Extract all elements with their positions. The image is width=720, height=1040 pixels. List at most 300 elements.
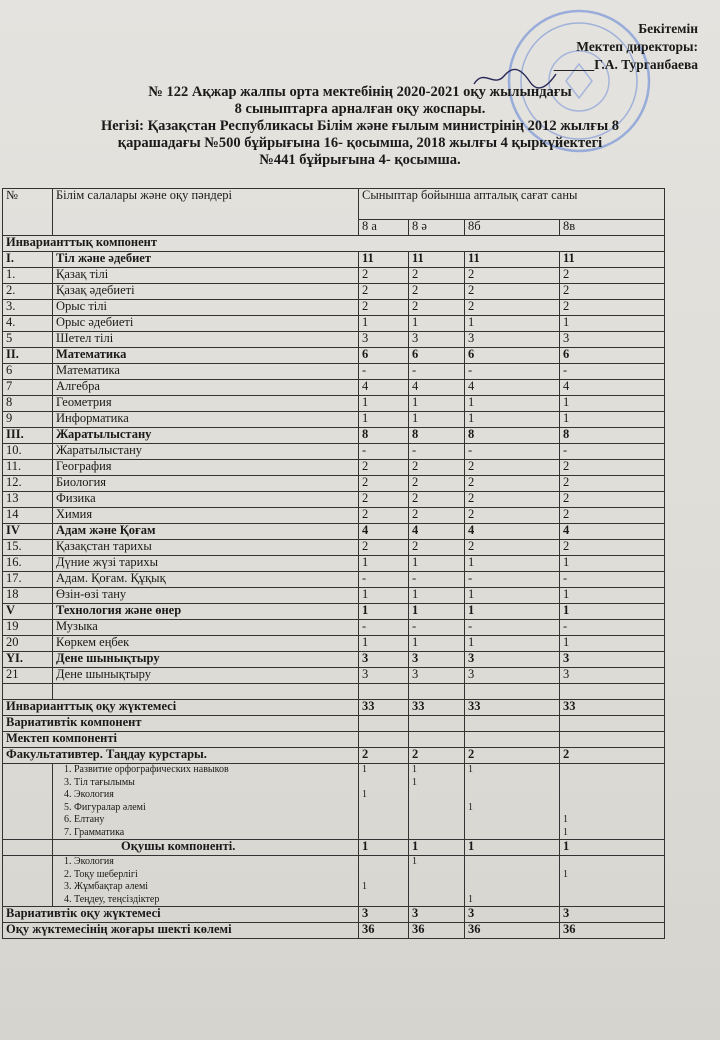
student-hours-8b xyxy=(465,856,560,907)
hours-value: 2 xyxy=(560,476,665,492)
hours-value: 1 xyxy=(409,316,465,332)
subject-name: Дүние жүзі тарихы xyxy=(53,556,359,572)
title-line-1: № 122 Ақжар жалпы орта мектебінің 2020-2021 оқу жылындағы xyxy=(148,84,572,100)
row-number: 21 xyxy=(3,668,53,684)
hours-value: 1 xyxy=(359,412,409,428)
hour-cell xyxy=(468,881,556,894)
hours-value: 2 xyxy=(359,508,409,524)
hours-value: 1 xyxy=(560,396,665,412)
hours-value: 6 xyxy=(560,348,665,364)
approval-director-name: ______Г.А. Турганбаева xyxy=(553,57,698,72)
subject-name: Музыка xyxy=(53,620,359,636)
hours-value: 2 xyxy=(465,476,560,492)
title-line-5: №441 бұйрығына 4- қосымша. xyxy=(259,152,461,168)
subject-name: Математика xyxy=(53,348,359,364)
hour-cell xyxy=(563,802,661,815)
hours-value: 1 xyxy=(560,316,665,332)
hour-cell xyxy=(468,814,556,827)
hours-value: 2 xyxy=(359,300,409,316)
variative-total-label: Вариативтік оқу жүктемесі xyxy=(3,907,359,923)
hours-value: - xyxy=(465,364,560,380)
subject-row xyxy=(3,572,665,588)
subject-row xyxy=(3,300,665,316)
hours-value: 3 xyxy=(359,332,409,348)
invariant-component-label: Инварианттық компонент xyxy=(3,236,665,252)
hours-value: 1 xyxy=(560,604,665,620)
class-8v: 8в xyxy=(560,220,665,236)
elective-course: 4. Экология xyxy=(64,789,114,800)
student-course: 3. Жұмбақтар әлемі xyxy=(64,881,149,892)
subject-name: Қазақ тілі xyxy=(53,268,359,284)
hours-value: 6 xyxy=(359,348,409,364)
class-8b: 8б xyxy=(465,220,560,236)
approval-title: Бекітемін xyxy=(638,21,698,36)
student-hours-8a xyxy=(359,856,409,907)
row-number: 16. xyxy=(3,556,53,572)
hour-cell xyxy=(362,856,405,869)
subject-name: Биология xyxy=(53,476,359,492)
student-course: 4. Теңдеу, теңсіздіктер xyxy=(64,893,160,905)
subject-name: География xyxy=(53,460,359,476)
hours-value: 2 xyxy=(465,300,560,316)
subject-name: Алгебра xyxy=(53,380,359,396)
subject-name: Өзін-өзі тану xyxy=(53,588,359,604)
subject-name: Жаратылыстану xyxy=(53,444,359,460)
row-number: 5 xyxy=(3,332,53,348)
student-course: 1. Экология xyxy=(64,856,114,867)
hours-value: - xyxy=(409,444,465,460)
hours-value: 2 xyxy=(465,508,560,524)
hour-cell xyxy=(563,764,661,777)
subject-row xyxy=(3,508,665,524)
hours-value: 1 xyxy=(409,604,465,620)
subject-name: Физика xyxy=(53,492,359,508)
electives-hours-8a xyxy=(359,764,409,840)
hour-cell xyxy=(468,777,556,790)
header-subjects: Білім салалары және оқу пәндері xyxy=(53,189,359,236)
student-value: 1 xyxy=(560,840,665,856)
title-line-4: қарашадағы №500 бұйрығына 16- қосымша, 2018 жылғы 4 қыркүйектегі xyxy=(117,135,603,151)
hours-value: 1 xyxy=(409,396,465,412)
row-number: 2. xyxy=(3,284,53,300)
hours-value: 2 xyxy=(560,508,665,524)
hours-value: 3 xyxy=(409,652,465,668)
electives-row xyxy=(3,748,665,764)
variative-component-label: Вариативтік компонент xyxy=(3,716,359,732)
row-number: 15. xyxy=(3,540,53,556)
subject-row xyxy=(3,268,665,284)
student-course-list xyxy=(53,856,359,907)
row-number: 20 xyxy=(3,636,53,652)
hours-value: 1 xyxy=(359,636,409,652)
row-number: 14 xyxy=(3,508,53,524)
subject-name: Шетел тілі xyxy=(53,332,359,348)
hour-cell: 1 xyxy=(563,826,568,838)
hours-value: 11 xyxy=(359,252,409,268)
hours-value: 1 xyxy=(359,588,409,604)
electives-value: 2 xyxy=(465,748,560,764)
hours-value: - xyxy=(465,572,560,588)
subject-name: Технология және өнер xyxy=(53,604,359,620)
subject-row xyxy=(3,284,665,300)
hours-value: 2 xyxy=(465,492,560,508)
subject-name: Адам және Қоғам xyxy=(53,524,359,540)
hours-value: - xyxy=(409,572,465,588)
hours-value: - xyxy=(359,444,409,460)
hours-value: 4 xyxy=(560,380,665,396)
hours-value: 2 xyxy=(560,268,665,284)
electives-course-list xyxy=(53,764,359,840)
hours-value: 1 xyxy=(560,636,665,652)
invariant-total-value: 33 xyxy=(465,700,560,716)
hours-value: 1 xyxy=(465,396,560,412)
hours-value: 2 xyxy=(409,268,465,284)
electives-value: 2 xyxy=(560,748,665,764)
max-load-value: 36 xyxy=(359,923,409,939)
hours-value: 2 xyxy=(359,540,409,556)
row-number: 11. xyxy=(3,460,53,476)
approval-position: Мектеп директоры: xyxy=(576,39,698,54)
hours-value: 2 xyxy=(359,476,409,492)
hour-cell xyxy=(563,881,661,894)
subject-row xyxy=(3,476,665,492)
hours-value: 2 xyxy=(560,540,665,556)
subject-row xyxy=(3,332,665,348)
approval-block xyxy=(554,20,698,74)
hours-value: 3 xyxy=(465,652,560,668)
hours-value: 3 xyxy=(560,652,665,668)
hours-value: 2 xyxy=(359,492,409,508)
subject-row xyxy=(3,380,665,396)
subject-row xyxy=(3,492,665,508)
subject-name: Дене шынықтыру xyxy=(53,652,359,668)
hour-cell xyxy=(412,802,461,815)
section-row xyxy=(3,524,665,540)
hours-value: - xyxy=(560,620,665,636)
hours-value: 3 xyxy=(409,332,465,348)
hours-value: 3 xyxy=(359,652,409,668)
student-hours-8ae xyxy=(409,856,465,907)
section-row xyxy=(3,604,665,620)
subject-name: Химия xyxy=(53,508,359,524)
hours-value: 2 xyxy=(560,300,665,316)
subject-name: Геометрия xyxy=(53,396,359,412)
subject-row xyxy=(3,636,665,652)
subject-row xyxy=(3,444,665,460)
hours-value: 1 xyxy=(409,556,465,572)
hour-cell xyxy=(412,814,461,827)
student-list-row xyxy=(3,856,665,907)
row-number: 12. xyxy=(3,476,53,492)
row-number: I. xyxy=(3,252,53,268)
hours-value: 1 xyxy=(465,556,560,572)
subject-name: Орыс тілі xyxy=(53,300,359,316)
hour-cell: 1 xyxy=(563,868,568,880)
hours-value: 3 xyxy=(359,668,409,684)
hours-value: 1 xyxy=(465,588,560,604)
hours-value: - xyxy=(465,620,560,636)
section-row xyxy=(3,252,665,268)
invariant-total-value: 33 xyxy=(409,700,465,716)
hours-value: 8 xyxy=(560,428,665,444)
hours-value: 1 xyxy=(465,412,560,428)
row-number: 19 xyxy=(3,620,53,636)
hour-cell xyxy=(563,856,661,869)
elective-course: 5. Фигуралар әлемі xyxy=(64,801,146,813)
hour-cell xyxy=(362,777,405,790)
hours-value: 3 xyxy=(409,668,465,684)
subject-name: Орыс әдебиеті xyxy=(53,316,359,332)
hours-value: 1 xyxy=(359,396,409,412)
section-row xyxy=(3,652,665,668)
subject-name: Информатика xyxy=(53,412,359,428)
hours-value: - xyxy=(409,620,465,636)
subject-row xyxy=(3,620,665,636)
electives-value: 2 xyxy=(409,748,465,764)
invariant-total-row xyxy=(3,700,665,716)
hour-cell xyxy=(468,827,556,840)
electives-hours-8v xyxy=(560,764,665,840)
max-load-row xyxy=(3,923,665,939)
header-row xyxy=(3,189,665,220)
subject-row xyxy=(3,316,665,332)
row-number: 18 xyxy=(3,588,53,604)
row-number: 17. xyxy=(3,572,53,588)
hours-value: 2 xyxy=(409,508,465,524)
school-component-row xyxy=(3,732,665,748)
hours-value: 2 xyxy=(409,300,465,316)
hour-cell: 1 xyxy=(563,814,568,825)
elective-course: 6. Елтану xyxy=(64,814,105,825)
row-number: IV xyxy=(3,524,53,540)
hours-value: 2 xyxy=(560,284,665,300)
student-value: 1 xyxy=(409,840,465,856)
hours-value: 1 xyxy=(560,556,665,572)
hours-value: 1 xyxy=(560,588,665,604)
subject-name: Қазақ әдебиеті xyxy=(53,284,359,300)
hour-cell: 1 xyxy=(362,764,367,775)
hours-value: - xyxy=(359,620,409,636)
student-component-row xyxy=(3,840,665,856)
hour-cell xyxy=(412,827,461,840)
title-line-3: Негізі: Қазақстан Республикасы Білім және ғылым министрінің 2012 жылғы 8 xyxy=(100,118,620,134)
hours-value: 2 xyxy=(359,460,409,476)
subject-row xyxy=(3,540,665,556)
hour-cell xyxy=(362,894,405,907)
header-weekly-hours: Сыныптар бойынша апталық сағат саны xyxy=(359,189,665,220)
invariant-total-label: Инварианттық оқу жүктемесі xyxy=(3,700,359,716)
max-load-value: 36 xyxy=(560,923,665,939)
student-value: 1 xyxy=(359,840,409,856)
hours-value: 6 xyxy=(409,348,465,364)
row-number: 3. xyxy=(3,300,53,316)
hour-cell xyxy=(563,894,661,907)
student-hours-8v xyxy=(560,856,665,907)
document-title xyxy=(40,84,680,169)
hours-value: 8 xyxy=(359,428,409,444)
hours-value: 2 xyxy=(465,268,560,284)
hour-cell xyxy=(468,789,556,802)
row-number: 7 xyxy=(3,380,53,396)
subject-name: Тіл және әдебиет xyxy=(53,252,359,268)
subject-row xyxy=(3,364,665,380)
hour-cell: 1 xyxy=(468,893,473,905)
hours-value: - xyxy=(359,572,409,588)
row-number: III. xyxy=(3,428,53,444)
variative-total-value: 3 xyxy=(409,907,465,923)
school-component-label: Мектеп компоненті xyxy=(3,732,359,748)
hours-value: - xyxy=(560,444,665,460)
hours-value: 2 xyxy=(409,540,465,556)
hours-value: 1 xyxy=(560,412,665,428)
row-number: 13 xyxy=(3,492,53,508)
hour-cell xyxy=(468,869,556,882)
hour-cell xyxy=(362,869,405,882)
subject-row xyxy=(3,460,665,476)
hours-value: 2 xyxy=(560,460,665,476)
hour-cell xyxy=(412,894,461,907)
hour-cell xyxy=(412,869,461,882)
subject-row xyxy=(3,396,665,412)
hours-value: 3 xyxy=(465,332,560,348)
electives-hours-8b xyxy=(465,764,560,840)
hours-value: 2 xyxy=(409,460,465,476)
hour-cell xyxy=(412,789,461,802)
max-load-label: Оқу жүктемесінің жоғары шекті көлемі xyxy=(3,923,359,939)
hours-value: 1 xyxy=(359,556,409,572)
hours-value: 1 xyxy=(465,604,560,620)
subject-row xyxy=(3,412,665,428)
hours-value: 1 xyxy=(465,316,560,332)
section-row xyxy=(3,348,665,364)
hours-value: - xyxy=(359,364,409,380)
hours-value: 11 xyxy=(409,252,465,268)
section-row xyxy=(3,428,665,444)
hours-value: 2 xyxy=(409,492,465,508)
electives-hours-8ae xyxy=(409,764,465,840)
hour-cell xyxy=(563,789,661,802)
hours-value: - xyxy=(465,444,560,460)
hours-value: 2 xyxy=(560,492,665,508)
hours-value: - xyxy=(560,572,665,588)
invariant-total-value: 33 xyxy=(359,700,409,716)
hours-value: 2 xyxy=(359,268,409,284)
electives-value: 2 xyxy=(359,748,409,764)
hours-value: 2 xyxy=(465,540,560,556)
hours-value: 3 xyxy=(465,668,560,684)
subject-name: Көркем еңбек xyxy=(53,636,359,652)
spacer-row xyxy=(3,684,665,700)
variative-total-value: 3 xyxy=(465,907,560,923)
hour-cell xyxy=(362,802,405,815)
row-number: 8 xyxy=(3,396,53,412)
hours-value: 4 xyxy=(409,524,465,540)
header-number: № xyxy=(3,189,53,236)
hours-value: 1 xyxy=(465,636,560,652)
hours-value: 3 xyxy=(560,668,665,684)
elective-course: 1. Развитие орфографических навыков xyxy=(64,764,229,775)
hours-value: 1 xyxy=(359,316,409,332)
hours-value: 8 xyxy=(465,428,560,444)
invariant-total-value: 33 xyxy=(560,700,665,716)
subject-row xyxy=(3,668,665,684)
hours-value: 2 xyxy=(409,284,465,300)
variative-section-row xyxy=(3,716,665,732)
hour-cell: 1 xyxy=(362,789,367,800)
hours-value: 3 xyxy=(560,332,665,348)
hour-cell: 1 xyxy=(412,764,417,775)
row-number: II. xyxy=(3,348,53,364)
class-8ae: 8 ә xyxy=(409,220,465,236)
hours-value: - xyxy=(560,364,665,380)
hours-value: 1 xyxy=(359,604,409,620)
student-course: 2. Тоқу шеберлігі xyxy=(64,868,138,880)
hours-value: 11 xyxy=(560,252,665,268)
subject-row xyxy=(3,556,665,572)
row-number: 9 xyxy=(3,412,53,428)
subject-name: Математика xyxy=(53,364,359,380)
row-number: 6 xyxy=(3,364,53,380)
invariant-section-row xyxy=(3,236,665,252)
row-number: V xyxy=(3,604,53,620)
hours-value: 8 xyxy=(409,428,465,444)
title-line-2: 8 сыныптарға арналған оқу жоспары. xyxy=(234,101,486,117)
hours-value: 4 xyxy=(560,524,665,540)
row-number: YI. xyxy=(3,652,53,668)
student-component-label: Оқушы компоненті. xyxy=(53,840,359,856)
hour-cell xyxy=(468,856,556,869)
subject-name: Жаратылыстану xyxy=(53,428,359,444)
hour-cell: 1 xyxy=(362,881,367,892)
hours-value: 6 xyxy=(465,348,560,364)
row-number: 1. xyxy=(3,268,53,284)
electives-label: Факультативтер. Таңдау курстары. xyxy=(3,748,359,764)
hours-value: - xyxy=(409,364,465,380)
hours-value: 4 xyxy=(359,380,409,396)
electives-list-row xyxy=(3,764,665,840)
hours-value: 4 xyxy=(409,380,465,396)
student-value: 1 xyxy=(465,840,560,856)
hours-value: 1 xyxy=(409,588,465,604)
variative-total-value: 3 xyxy=(560,907,665,923)
subject-row xyxy=(3,588,665,604)
hours-value: 2 xyxy=(465,460,560,476)
elective-course: 3. Тіл тағылымы xyxy=(64,776,135,788)
subject-name: Қазақстан тарихы xyxy=(53,540,359,556)
hour-cell xyxy=(362,814,405,827)
variative-total-row xyxy=(3,907,665,923)
hour-cell xyxy=(563,777,661,790)
hour-cell: 1 xyxy=(468,801,473,813)
hours-value: 2 xyxy=(409,476,465,492)
row-number: 4. xyxy=(3,316,53,332)
hour-cell: 1 xyxy=(412,856,417,867)
hour-cell: 1 xyxy=(468,764,473,775)
class-8a: 8 а xyxy=(359,220,409,236)
subject-name: Адам. Қоғам. Құқық xyxy=(53,572,359,588)
hours-value: 11 xyxy=(465,252,560,268)
hours-value: 4 xyxy=(465,380,560,396)
variative-total-value: 3 xyxy=(359,907,409,923)
curriculum-table xyxy=(2,188,665,939)
subject-name: Дене шынықтыру xyxy=(53,668,359,684)
hours-value: 1 xyxy=(409,636,465,652)
hours-value: 2 xyxy=(465,284,560,300)
max-load-value: 36 xyxy=(409,923,465,939)
hour-cell xyxy=(412,881,461,894)
hour-cell: 1 xyxy=(412,776,417,788)
hours-value: 4 xyxy=(465,524,560,540)
